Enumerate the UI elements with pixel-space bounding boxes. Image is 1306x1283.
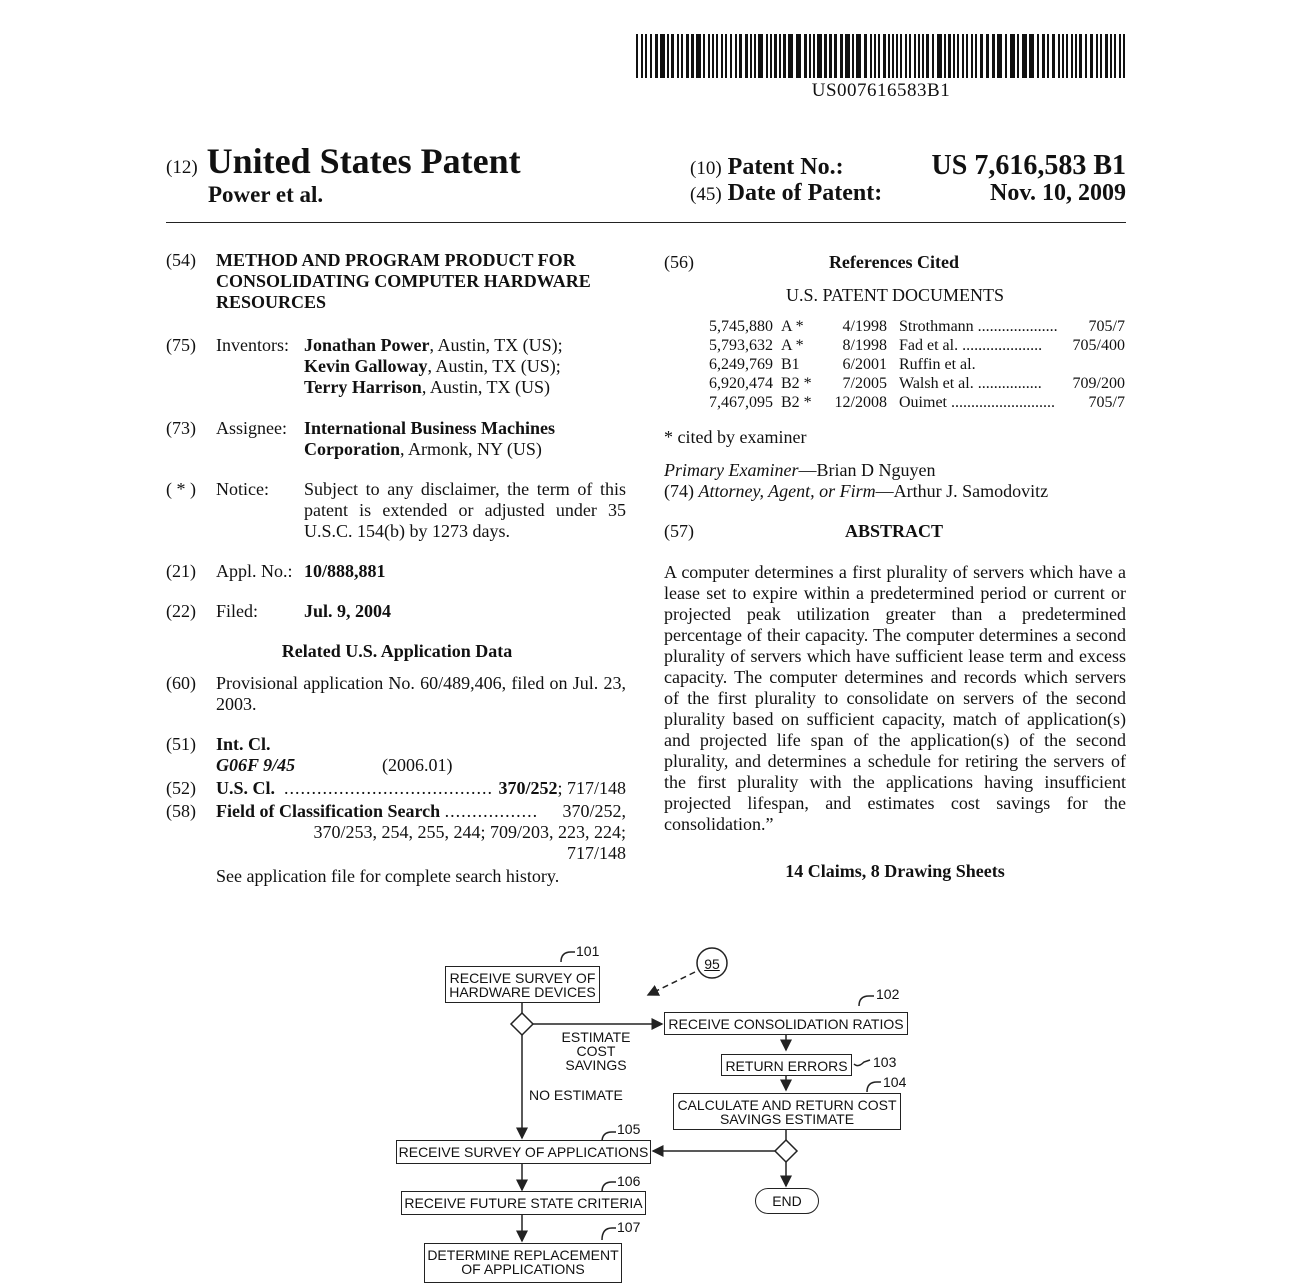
inventor-3-name: Terry Harrison [304,377,422,397]
section-21-appl [166,561,628,582]
invention-title-line-2: CONSOLIDATING COMPUTER HARDWARE [216,271,591,291]
attorney [664,481,1126,502]
assignee-location: , Armonk, NY (US) [400,439,542,459]
int-cl-code: G06F 9/45 [216,755,296,775]
left-column [166,250,628,887]
barcode-bar [878,34,880,78]
ref-date: 8/1998 [842,337,887,354]
assignee-name-line-1: International Business Machines [304,418,556,438]
label-estimate-cost [541,1030,651,1072]
barcode-bar [708,34,710,78]
barcode-bar [926,34,929,78]
barcode-bar [712,34,714,78]
kind-code-12: (12) [166,157,198,178]
ref-number: 5,745,880 [709,318,773,335]
code-45: (45) [690,184,722,205]
assignee-name-line-2: Corporation [304,439,400,459]
patent-date-row [690,180,1126,207]
barcode-bar [957,34,959,78]
barcode-bar [641,34,643,78]
us-patent-docs-heading: U.S. PATENT DOCUMENTS [785,285,1005,305]
ref-104-label: 104 [883,1074,907,1090]
barcode-bar [1071,34,1073,78]
barcode-bar [750,34,752,78]
barcode-bar [966,34,968,78]
inventor-2-name: Kevin Galloway [304,356,428,376]
box-receive-survey-applications: RECEIVE SURVEY OF APPLICATIONS [396,1140,651,1164]
filed-label: Filed: [216,601,259,621]
section-57-heading [664,521,1126,542]
ref-107-label: 107 [617,1219,641,1235]
barcode-bar [1029,34,1034,78]
code-60: (60) [166,673,196,693]
barcode-bar [905,34,907,78]
barcode-bar [1119,34,1121,78]
ref-102-label: 102 [876,986,900,1002]
barcode-bar [1123,34,1125,78]
label-estimate-line-2: SAVINGS [565,1057,627,1073]
barcode-bar [766,34,768,78]
ref-date: 6/2001 [842,356,887,373]
barcode-bar [686,34,689,78]
section-54-title [166,250,628,313]
appl-no-label: Appl. No.: [216,561,293,581]
code-52: (52) [166,778,196,798]
inventors-label: Inventors: [216,335,289,355]
us-cl-dots: ...................................... [284,778,494,798]
abstract-heading: ABSTRACT [844,521,944,541]
box-determine-replacement [424,1243,622,1283]
box-107-line-2: OF APPLICATIONS [461,1261,585,1277]
barcode-bar [870,34,872,78]
code-74: (74) [664,481,694,501]
barcode-bar [953,34,955,78]
ref-dots: .................... [958,337,1043,354]
barcode-bar [817,34,822,78]
barcode-bar [888,34,890,78]
invention-title-line-3: RESOURCES [216,292,327,312]
barcode-bar [1022,34,1027,78]
filed-date: Jul. 9, 2004 [304,601,392,621]
barcode-bar [650,34,652,78]
section-22-filed [166,601,628,622]
barcode-bar [696,34,701,78]
code-75: (75) [166,335,196,355]
ref-name: Walsh et al. ................ [899,375,1042,392]
code-58: (58) [166,801,196,821]
barcode-bar [1010,34,1015,78]
field-search-label: Field of Classification Search [216,801,441,821]
barcode-bar [667,34,669,78]
barcode-bar [758,34,763,78]
barcode-bar [932,34,934,78]
ref-name: Fad et al. .................... [899,337,1043,354]
barcode-bar [655,34,658,78]
barcode-bar [691,34,694,78]
code-54: (54) [166,250,196,270]
see-application-note: See application file for complete search history. [216,866,560,886]
patent-number: US 7,616,583 B1 [931,150,1126,181]
code-22: (22) [166,601,196,621]
reference-row [705,336,1125,355]
patent-date: Nov. 10, 2009 [989,180,1126,206]
box-101-line-2: HARDWARE DEVICES [449,984,596,1000]
box-receive-consolidation-ratios: RECEIVE CONSOLIDATION RATIOS [664,1012,908,1035]
barcode-bar [783,34,786,78]
header-rule [166,222,1126,223]
reference-row [705,317,1125,336]
barcode-bar [845,34,850,78]
barcode-bar [677,34,679,78]
barcode-bar [1062,34,1064,78]
ref-name: Strothmann .................... [899,318,1058,335]
section-60-provisional [166,673,628,715]
flowchart [0,930,1306,1277]
invention-title-line-1: METHOD AND PROGRAM PRODUCT FOR [216,250,576,270]
references-heading: References Cited [828,252,960,272]
references-table [705,317,1125,412]
barcode-bar [1100,34,1102,78]
field-search-line-3: 717/148 [566,843,626,863]
barcode-bar [980,34,983,78]
barcode-bar [1042,34,1045,78]
patent-number-row [690,150,1126,182]
barcode-bar [834,34,837,78]
us-cl-rest: ; 717/148 [557,778,626,798]
primary-examiner [664,460,1126,481]
section-73-assignee [166,418,628,460]
abstract-text: A computer determines a first plurality of servers which have a lease set to expire within a predetermined period or current or projected peak utilization greater than a predetermined percentage of their capacity. The computer determines a second plurality of servers which have sufficient lease term and excess capacity. The computer determines and records which servers of the first plurality to consolidate on servers of the second plurality based on sufficient capacity, match of application(s) and projected life span of the application(s) of the second plurality, and determines a schedule for retiring the servers of the first plurality with the applications having insufficient projected lifespan, and estimates cost savings for the consolidation.” [664,562,1126,834]
code-56: (56) [664,252,694,272]
appl-no: 10/888,881 [304,561,386,581]
ref-kind: A * [781,337,804,354]
field-search-first: 370/252, [562,801,626,821]
ref-class: 705/7 [1088,394,1125,411]
box-receive-survey-hardware [445,966,600,1003]
barcode-bar [992,34,995,78]
barcode-bar [1037,34,1039,78]
box-receive-future-state-criteria: RECEIVE FUTURE STATE CRITERIA [401,1191,646,1215]
section-75-inventors [166,335,628,398]
ref-105-label: 105 [617,1121,641,1137]
barcode-bar [829,34,832,78]
barcode-bar [754,34,756,78]
us-cl-label: U.S. Cl. [216,778,276,798]
barcode-bar [739,34,742,78]
barcode-bar [896,34,898,78]
section-56-heading [664,252,1126,273]
ref-class: 705/400 [1072,337,1125,354]
related-app-heading: Related U.S. Application Data [281,641,513,661]
examiner-name: —Brian D Nguyen [798,460,936,480]
barcode-bar [1110,34,1112,78]
barcode-bar [725,34,727,78]
barcode-bar [774,34,777,78]
code-21: (21) [166,561,196,581]
reference-row [705,355,1125,374]
reference-row [705,393,1125,412]
barcode-bar [804,34,807,78]
barcode-bar [944,34,946,78]
barcode-bar [883,34,886,78]
barcode-bar [1085,34,1087,78]
us-cl-main: 370/252 [498,778,558,798]
barcode-bar [788,34,793,78]
barcode-bar [1017,34,1019,78]
barcode-bar [770,34,772,78]
document-title: United States Patent [206,141,521,181]
section-notice [166,479,628,542]
barcode-bar [824,34,827,78]
barcode-bar [681,34,683,78]
int-cl-year: (2006.01) [382,755,453,775]
barcode-bar [1079,34,1082,78]
barcode-bar [840,34,843,78]
reference-row [705,374,1125,393]
right-column [664,252,1126,882]
barcode-bar [1090,34,1093,78]
ref-number: 6,249,769 [709,356,773,373]
barcode-bar [809,34,811,78]
code-10: (10) [690,158,722,179]
barcode-bar [922,34,924,78]
barcode-bar [813,34,815,78]
section-58-field [166,801,628,864]
barcode-bar [864,34,867,78]
barcode-bar [914,34,916,78]
box-return-errors: RETURN ERRORS [721,1054,852,1076]
ref-kind: B2 * [781,394,812,411]
label-no-estimate: NO ESTIMATE [529,1087,623,1103]
notice-label: Notice: [216,479,269,499]
inventor-short: Power et al. [208,182,324,207]
box-calculate-cost-savings [673,1093,901,1130]
barcode-bar [1005,34,1007,78]
barcode-bar [745,34,748,78]
claims-summary: 14 Claims, 8 Drawing Sheets [785,861,1005,881]
ref-number: 7,467,095 [709,394,773,411]
ref-class: 709/200 [1072,375,1125,392]
inventor-2-location: , Austin, TX (US); [427,356,561,376]
label-estimate-line-1: ESTIMATE COST [561,1029,631,1059]
code-57: (57) [664,521,694,541]
ref-class [1069,355,1125,374]
section-51-int-cl [166,734,628,776]
barcode-bar [874,34,876,78]
barcode-bar [962,34,964,78]
patent-title-header [166,140,521,182]
barcode-bar [730,34,732,78]
barcode-bar [997,34,1002,78]
code-notice: ( * ) [166,479,196,499]
barcode-bar [986,34,989,78]
barcode [636,34,1126,78]
ref-date: 12/2008 [834,394,887,411]
field-search-dots: ................. [444,801,539,821]
barcode-bar [703,34,705,78]
box-104-line-2: SAVINGS ESTIMATE [719,1111,855,1127]
ref-101-label: 101 [576,943,600,959]
barcode-bar [892,34,894,78]
box-101-line-1: RECEIVE SURVEY OF [449,970,596,986]
inventor-1-location: , Austin, TX (US); [429,335,563,355]
barcode-bar [1058,34,1060,78]
patent-date-label: Date of Patent: [727,180,883,206]
barcode-bar [975,34,977,78]
barcode-bar [937,34,942,78]
ref-date: 7/2005 [842,375,887,392]
barcode-bar [660,34,665,78]
barcode-bar [852,34,854,78]
barcode-bar [1114,34,1116,78]
barcode-bar [1105,34,1108,78]
ref-kind: B2 * [781,375,812,392]
barcode-bar [796,34,801,78]
field-search-line-2: 370/253, 254, 255, 244; 709/203, 223, 224; [313,822,626,842]
barcode-bar [856,34,861,78]
flowchart-lines [0,930,1306,1264]
barcode-bar [779,34,781,78]
attorney-name: —Arthur J. Samodovitz [875,481,1049,501]
ref-kind: B1 [781,356,800,373]
ref-date: 4/1998 [842,318,887,335]
ref-class: 705/7 [1088,318,1125,335]
barcode-bar [971,34,973,78]
box-104-line-1: CALCULATE AND RETURN COST [677,1097,897,1113]
barcode-bar [716,34,718,78]
ref-95-label: 95 [704,956,720,972]
barcode-number: US007616583B1 [811,80,951,101]
barcode-bar [721,34,723,78]
patent-number-label: Patent No.: [727,154,844,180]
barcode-bar [900,34,902,78]
end-terminal: END [755,1188,819,1214]
barcode-bar [909,34,911,78]
ref-kind: A * [781,318,804,335]
barcode-bar [1052,34,1055,78]
barcode-bar [636,34,638,78]
ref-name: Ouimet .......................... [899,394,1055,411]
ref-name: Ruffin et al. [899,356,976,373]
int-cl-label: Int. Cl. [216,734,271,754]
ref-dots: ................ [973,375,1042,392]
barcode-bar [1066,34,1068,78]
attorney-label: Attorney, Agent, or Firm [698,481,876,501]
box-107-line-1: DETERMINE REPLACEMENT [427,1247,619,1263]
notice-text: Subject to any disclaimer, the term of this patent is extended or adjusted under 35 U.S.C. 154(b) by 1273 days. [304,479,626,541]
barcode-bar [918,34,920,78]
inventor-3-location: , Austin, TX (US) [421,377,551,397]
examiner-label: Primary Examiner [664,460,799,480]
barcode-bar [1075,34,1077,78]
code-73: (73) [166,418,196,438]
ref-number: 5,793,632 [709,337,773,354]
barcode-bar [671,34,674,78]
barcode-bar [1047,34,1049,78]
inventor-1-name: Jonathan Power [304,335,430,355]
ref-106-label: 106 [617,1173,641,1189]
ref-dots: .................... [973,318,1058,335]
section-52-us-cl [166,778,628,799]
assignee-label: Assignee: [216,418,287,438]
barcode-bar [645,34,647,78]
provisional-text: Provisional application No. 60/489,406, filed on Jul. 23, 2003. [216,673,626,714]
ref-dots: .......................... [947,394,1055,411]
cited-by-examiner: * cited by examiner [664,427,807,447]
ref-number: 6,920,474 [709,375,773,392]
barcode-bar [735,34,737,78]
code-51: (51) [166,734,196,754]
barcode-bar [948,34,951,78]
ref-103-label: 103 [873,1054,897,1070]
barcode-bar [1096,34,1098,78]
